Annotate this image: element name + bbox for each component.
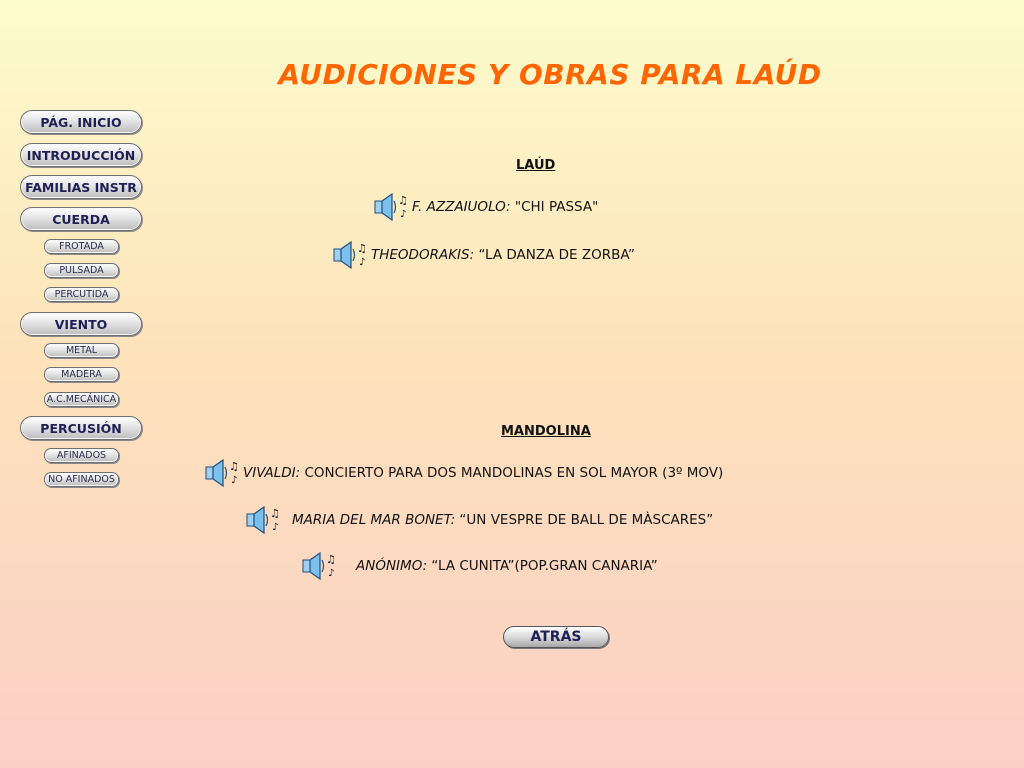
nav-percutida-button[interactable]: PERCUTIDA — [44, 287, 119, 302]
speaker-music-icon[interactable] — [203, 456, 239, 490]
section-heading-laud: LAÚD — [516, 158, 556, 173]
composer-name: ANÓNIMO: — [356, 558, 428, 574]
speaker-music-icon[interactable] — [300, 549, 336, 583]
audio-title[interactable] — [412, 199, 598, 215]
page-title: AUDICIONES Y OBRAS PARA LAÚD — [278, 58, 822, 91]
nav-pag-inicio-button[interactable]: PÁG. INICIO — [20, 110, 142, 134]
svg-text:♪: ♪ — [328, 568, 335, 579]
speaker-music-icon[interactable] — [331, 238, 367, 272]
audio-entry — [203, 456, 723, 490]
audio-title[interactable] — [243, 465, 723, 481]
speaker-music-icon[interactable] — [244, 503, 280, 537]
composer-name: THEODORAKIS: — [371, 247, 475, 263]
svg-text:♫: ♫ — [326, 553, 336, 566]
audio-entry — [244, 503, 713, 537]
work-name: “UN VESPRE DE BALL DE MÀSCARES” — [455, 512, 714, 528]
work-name: “LA DANZA DE ZORBA” — [474, 247, 635, 263]
svg-text:♪: ♪ — [359, 257, 366, 268]
audio-entry — [331, 238, 635, 272]
svg-text:♫: ♫ — [398, 194, 408, 207]
nav-cuerda-button[interactable]: CUERDA — [20, 207, 142, 231]
audio-title[interactable] — [356, 558, 658, 574]
nav-no-afinados-button[interactable]: NO AFINADOS — [44, 472, 119, 487]
work-name: “LA CUNITA”(POP.GRAN CANARIA” — [427, 558, 658, 574]
composer-name: F. AZZAIUOLO: — [412, 199, 511, 215]
nav-madera-button[interactable]: MADERA — [44, 367, 119, 382]
composer-name: VIVALDI: — [243, 465, 301, 481]
work-name: CONCIERTO PARA DOS MANDOLINAS EN SOL MAYOR (3º MOV) — [300, 465, 724, 481]
nav-percusion-button[interactable]: PERCUSIÓN — [20, 416, 142, 440]
svg-text:♪: ♪ — [231, 475, 238, 486]
nav-metal-button[interactable]: METAL — [44, 343, 119, 358]
svg-text:♫: ♫ — [357, 242, 367, 255]
back-button[interactable]: ATRÁS — [503, 626, 609, 648]
audio-title[interactable] — [371, 247, 635, 263]
svg-text:♫: ♫ — [229, 460, 239, 473]
nav-pulsada-button[interactable]: PULSADA — [44, 263, 119, 278]
nav-frotada-button[interactable]: FROTADA — [44, 239, 119, 254]
nav-familias-instr-button[interactable]: FAMILIAS INSTR — [20, 175, 142, 199]
audio-entry — [300, 549, 658, 583]
nav-viento-button[interactable]: VIENTO — [20, 312, 142, 336]
work-name: "CHI PASSA" — [510, 199, 599, 215]
section-heading-mandolina: MANDOLINA — [501, 424, 591, 439]
svg-text:♫: ♫ — [270, 507, 280, 520]
speaker-music-icon[interactable] — [372, 190, 408, 224]
audio-title[interactable] — [292, 512, 713, 528]
svg-text:♪: ♪ — [272, 522, 279, 533]
nav-afinados-button[interactable]: AFINADOS — [44, 448, 119, 463]
audio-entry — [372, 190, 598, 224]
svg-text:♪: ♪ — [400, 209, 407, 220]
nav-introduccion-button[interactable]: INTRODUCCIÓN — [20, 143, 142, 167]
nav-ac-mecanica-button[interactable]: A.C.MECÁNICA — [44, 392, 119, 407]
composer-name: MARIA DEL MAR BONET: — [292, 512, 456, 528]
